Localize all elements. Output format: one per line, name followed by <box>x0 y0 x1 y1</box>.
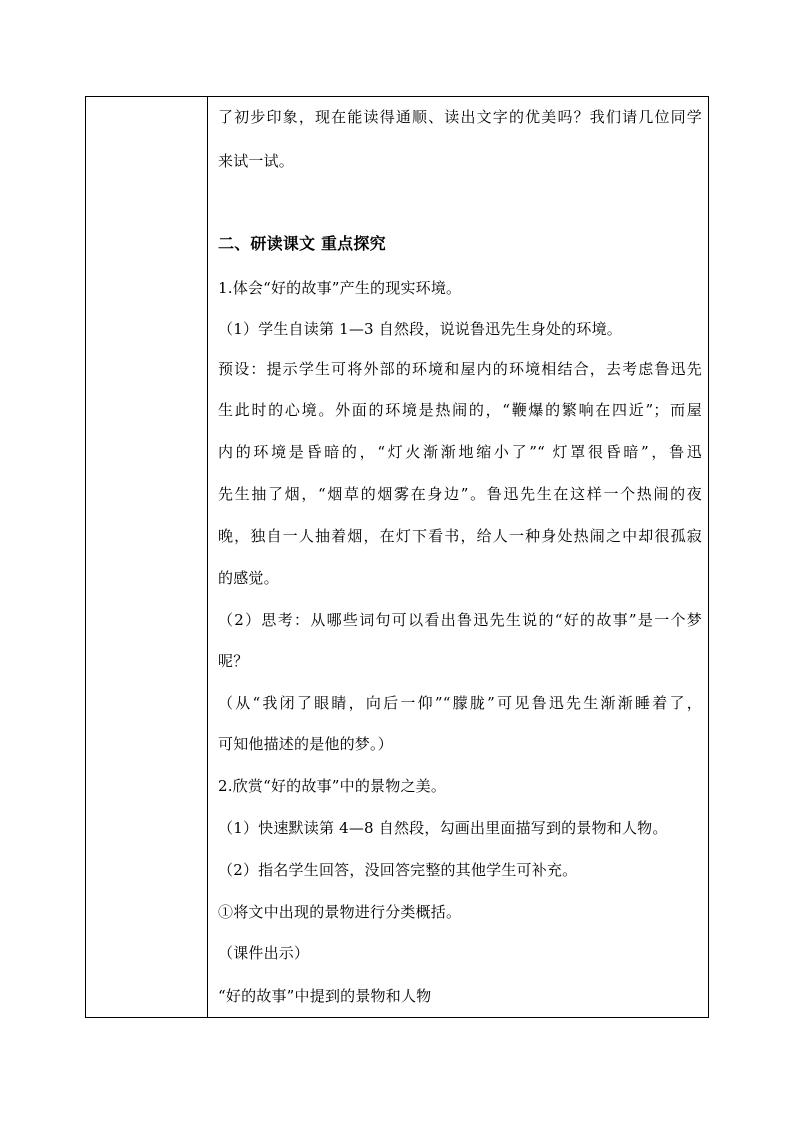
text-line: 生此时的心境。外面的环境是热闹的，“鞭爆的繁响在四近”；而屋 <box>218 401 702 419</box>
text-line: 2.欣赏“好的故事”中的景物之美。 <box>218 777 447 795</box>
text-line: （1）学生自读第 1—3 自然段，说说鲁迅先生身处的环境。 <box>218 320 622 338</box>
text-line: 的感觉。 <box>218 569 279 587</box>
text-line: 来试一试。 <box>218 152 295 170</box>
text-line: 先生抽了烟，“烟草的烟雾在身边”。鲁迅先生在这样一个热闹的夜 <box>218 485 702 503</box>
text-line: （课件出示） <box>218 944 310 962</box>
text-line: 可知他描述的是他的梦。） <box>218 735 393 753</box>
lesson-table <box>85 96 709 1018</box>
table-right-column <box>208 97 708 1017</box>
table-left-column <box>86 97 208 1017</box>
text-line: 了初步印象，现在能读得通顺、读出文字的优美吗？我们请几位同学 <box>218 108 702 126</box>
text-line: （2）思考：从哪些词句可以看出鲁迅先生说的“好的故事”是一个梦 <box>218 611 702 629</box>
text-line: 晚，独自一人抽着烟，在灯下看书，给人一种身处热闹之中却很孤寂 <box>218 527 702 545</box>
text-line: （2）指名学生回答，没回答完整的其他学生可补充。 <box>218 861 578 879</box>
text-line: 内的环境是昏暗的，“灯火渐渐地缩小了”“ 灯罩很昏暗”，鲁迅 <box>218 443 702 461</box>
text-line: （从“我闭了眼睛，向后一仰”“朦胧”可见鲁迅先生渐渐睡着了， <box>218 694 702 712</box>
text-line: ①将文中出现的景物进行分类概括。 <box>218 903 462 921</box>
section-heading: 二、研读课文 重点探究 <box>218 234 386 253</box>
text-line: 预设：提示学生可将外部的环境和屋内的环境相结合，去考虑鲁迅先 <box>218 360 702 378</box>
text-line: （1）快速默读第 4—8 自然段，勾画出里面描写到的景物和人物。 <box>218 819 668 837</box>
text-line: “好的故事”中提到的景物和人物 <box>218 987 432 1005</box>
text-line: 呢？ <box>218 652 249 670</box>
text-line: 1.体会“好的故事”产生的现实环境。 <box>218 279 462 297</box>
